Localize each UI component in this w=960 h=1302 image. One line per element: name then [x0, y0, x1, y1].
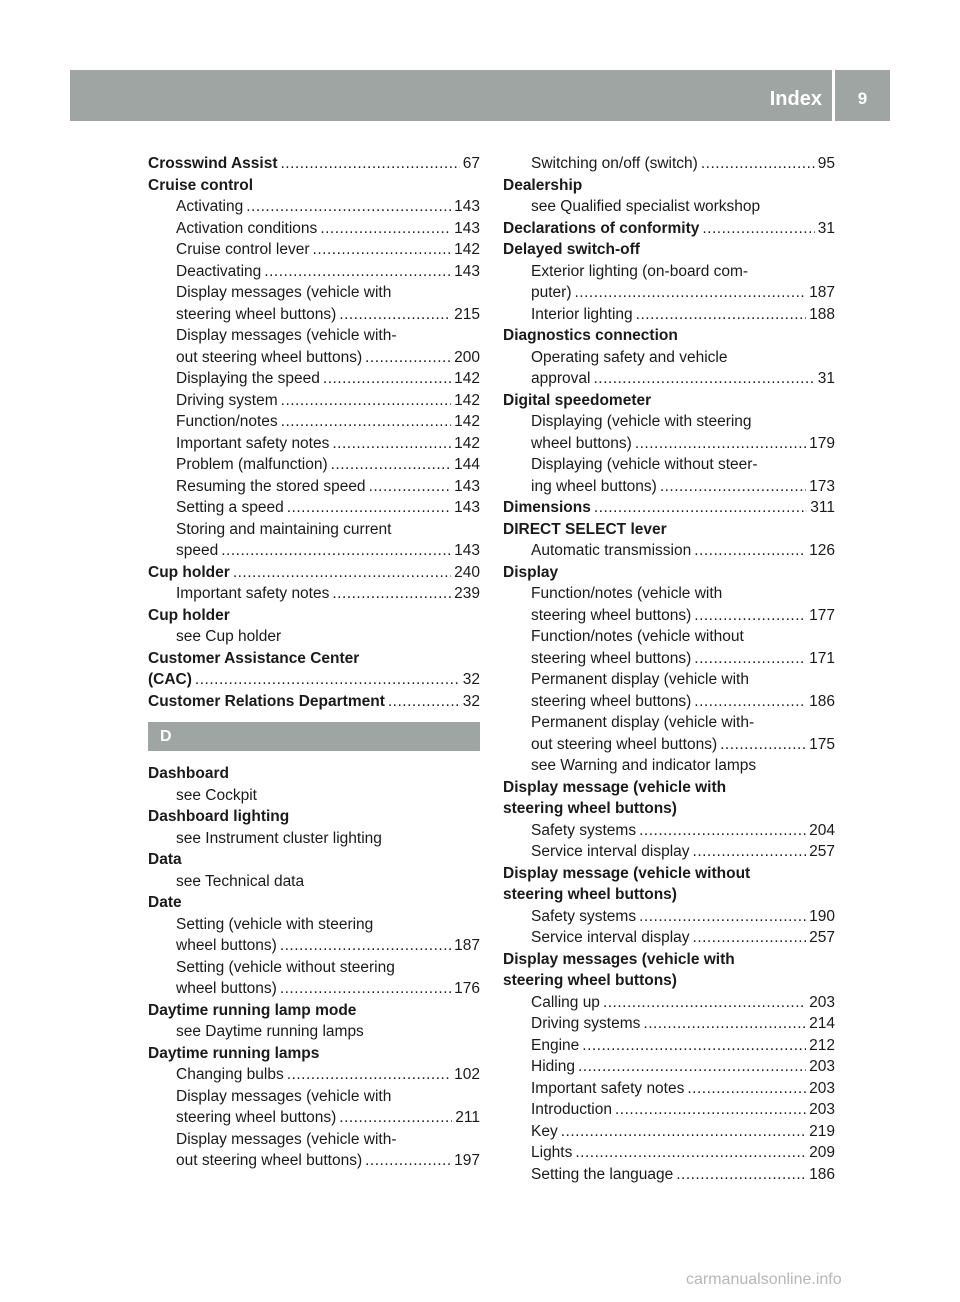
page-ref: 240: [454, 563, 480, 581]
page-ref: 186: [809, 692, 835, 710]
index-entry: [148, 849, 480, 871]
page-ref: 143: [454, 219, 480, 237]
index-subentry: [503, 755, 835, 777]
dot-leader: [702, 218, 814, 240]
page-ref: 143: [454, 477, 480, 495]
page-ref: 186: [809, 1165, 835, 1183]
index-entry: [148, 562, 480, 584]
entry-text: Display messages (vehicle with: [503, 950, 735, 968]
entry-text: Introduction: [531, 1101, 612, 1118]
dot-leader: [694, 691, 806, 713]
entry-text: Safety systems: [531, 821, 637, 839]
dot-leader: [660, 476, 806, 498]
page-ref: 257: [809, 929, 835, 946]
entry-text: Daytime running lamp mode: [148, 1001, 357, 1019]
watermark: carmanualsonline.info: [686, 1271, 842, 1288]
dot-leader: [639, 820, 806, 842]
index-subentry: [148, 626, 480, 648]
entry-text: DIRECT SELECT lever: [503, 520, 667, 538]
page-ref: 31: [817, 219, 835, 237]
page-number: 9: [835, 70, 890, 121]
page-ref: 239: [454, 585, 480, 602]
dot-leader: [331, 454, 452, 476]
index-subentry: [148, 497, 480, 519]
dot-leader: [195, 669, 460, 691]
index-column-left: [148, 153, 480, 1172]
index-subentry: [503, 648, 835, 670]
index-subentry: [503, 1164, 835, 1186]
dot-leader: [561, 1121, 806, 1143]
index-subentry: [148, 454, 480, 476]
entry-text: Cruise control lever: [176, 241, 310, 258]
entries-d-continued: [503, 153, 835, 1185]
index-entry: [148, 153, 480, 175]
dot-leader: [281, 411, 451, 433]
index-subentry: [503, 626, 835, 648]
index-subentry: [503, 476, 835, 498]
entry-text: Permanent display (vehicle with: [531, 671, 749, 688]
dot-leader: [339, 304, 451, 326]
entry-text: Cup holder: [148, 606, 230, 624]
index-subentry: [503, 691, 835, 713]
dot-leader: [313, 239, 452, 261]
page-ref: 200: [454, 348, 480, 366]
page-ref: 176: [454, 980, 480, 997]
index-subentry: [503, 1035, 835, 1057]
index-entry: [148, 605, 480, 627]
index-entry: [503, 519, 835, 541]
entry-text: Problem (malfunction): [176, 456, 328, 473]
page-ref: 203: [809, 1058, 835, 1075]
dot-leader: [582, 1035, 806, 1057]
page-ref: 142: [454, 413, 480, 430]
dot-leader: [388, 691, 460, 713]
entry-text: Function/notes (vehicle with: [531, 585, 723, 602]
dot-leader: [281, 153, 460, 175]
index-subentry: [503, 454, 835, 476]
page-ref: 203: [809, 993, 835, 1011]
page-ref: 187: [809, 284, 835, 301]
page-ref: 67: [462, 155, 480, 172]
dot-leader: [693, 841, 807, 863]
page-ref: 142: [454, 370, 480, 387]
entry-text: Customer Relations Department: [148, 692, 385, 710]
entry-text: Date: [148, 894, 182, 911]
dot-leader: [339, 1107, 452, 1129]
index-entry: [148, 806, 480, 828]
index-entry: [148, 691, 480, 713]
entry-text: out steering wheel buttons): [176, 348, 363, 366]
entry-text: wheel buttons): [531, 434, 632, 452]
entry-text: Dealership: [503, 176, 583, 194]
entry-text: Safety systems: [531, 907, 637, 925]
page-ref: 209: [809, 1144, 835, 1161]
dot-leader: [287, 1064, 451, 1086]
entry-text: steering wheel buttons): [531, 649, 692, 667]
index-subentry: [503, 433, 835, 455]
entry-text: steering wheel buttons): [503, 972, 677, 989]
entry-text: Cup holder: [148, 563, 230, 581]
index-subentry: [148, 540, 480, 562]
index-subentry: [148, 390, 480, 412]
entry-text: Setting a speed: [176, 499, 284, 516]
index-subentry: [148, 1107, 480, 1129]
entry-text: see Daytime running lamps: [176, 1023, 364, 1040]
index-subentry: [148, 871, 480, 893]
index-subentry: [503, 841, 835, 863]
dot-leader: [676, 1164, 806, 1186]
index-entry: [503, 798, 835, 820]
entry-text: Storing and maintaining current: [176, 520, 392, 538]
index-subentry: [503, 605, 835, 627]
dot-leader: [221, 540, 451, 562]
index-subentry: [503, 282, 835, 304]
entry-text: steering wheel buttons): [176, 1109, 337, 1126]
entry-text: Calling up: [531, 993, 600, 1011]
page-ref: 212: [809, 1036, 835, 1054]
page-ref: 197: [454, 1152, 480, 1169]
entries-d: [148, 763, 480, 1172]
entry-text: steering wheel buttons): [503, 886, 677, 903]
dot-leader: [636, 304, 806, 326]
entry-text: Display messages (vehicle with: [176, 1087, 392, 1105]
dot-leader: [332, 433, 451, 455]
index-entry: [148, 669, 480, 691]
dot-leader: [246, 196, 451, 218]
index-entry: [503, 497, 835, 519]
index-entry: [503, 325, 835, 347]
entry-text: wheel buttons): [176, 937, 277, 954]
index-entry: [503, 884, 835, 906]
index-column-right: [503, 153, 835, 1185]
entry-text: Setting (vehicle with steering: [176, 915, 374, 933]
page-ref: 126: [809, 542, 835, 559]
entry-text: Engine: [531, 1036, 580, 1054]
page-ref: 143: [454, 198, 480, 215]
entry-text: Data: [148, 851, 182, 868]
entry-text: Dashboard: [148, 765, 229, 782]
index-subentry: [503, 712, 835, 734]
entry-text: see Warning and indicator lamps: [531, 757, 757, 774]
index-entry: [148, 892, 480, 914]
page-ref: 143: [454, 499, 480, 516]
entry-text: puter): [531, 284, 572, 301]
dot-leader: [233, 562, 451, 584]
dot-leader: [694, 605, 806, 627]
page-ref: 31: [817, 370, 835, 387]
entry-text: Interior lighting: [531, 305, 633, 323]
index-entry: [503, 175, 835, 197]
entry-text: ing wheel buttons): [531, 477, 657, 495]
entry-text: steering wheel buttons): [503, 800, 677, 817]
page-ref: 179: [809, 434, 835, 452]
index-subentry: [148, 476, 480, 498]
dot-leader: [575, 282, 807, 304]
index-subentry: [148, 239, 480, 261]
index-subentry: [503, 153, 835, 175]
entry-text: Driving system: [176, 391, 278, 409]
index-subentry: [503, 734, 835, 756]
page-ref: 203: [809, 1079, 835, 1097]
dot-leader: [287, 497, 451, 519]
dot-leader: [332, 583, 451, 605]
dot-leader: [280, 978, 451, 1000]
index-entry: [503, 970, 835, 992]
entry-text: Activation conditions: [176, 219, 318, 237]
index-entry: [148, 175, 480, 197]
index-subentry: [503, 261, 835, 283]
index-subentry: [148, 304, 480, 326]
page-ref: 173: [809, 477, 835, 495]
page-ref: 203: [809, 1101, 835, 1118]
page-ref: 142: [454, 434, 480, 452]
page-ref: 95: [817, 155, 835, 172]
entry-text: wheel buttons): [176, 980, 277, 997]
dot-leader: [575, 1142, 806, 1164]
page-ref: 215: [454, 305, 480, 323]
page-ref: 257: [809, 843, 835, 860]
index-subentry: [148, 368, 480, 390]
entry-text: Dashboard lighting: [148, 808, 290, 825]
entry-text: Dimensions: [503, 499, 591, 516]
index-subentry: [148, 411, 480, 433]
dot-leader: [693, 927, 807, 949]
entry-text: Display message (vehicle without: [503, 864, 751, 882]
entry-text: Function/notes: [176, 413, 278, 430]
entry-text: Display message (vehicle with: [503, 778, 727, 796]
index-subentry: [503, 304, 835, 326]
entry-text: Hiding: [531, 1058, 575, 1075]
index-subentry: [503, 540, 835, 562]
page-ref: 102: [454, 1066, 480, 1083]
page-ref: 142: [454, 391, 480, 409]
entry-text: Changing bulbs: [176, 1066, 284, 1083]
index-subentry: [148, 433, 480, 455]
dot-leader: [694, 540, 806, 562]
dot-leader: [594, 497, 807, 519]
entry-text: Crosswind Assist: [148, 155, 278, 172]
index-entry: [503, 863, 835, 885]
section-letter: D: [160, 728, 172, 745]
index-subentry: [148, 935, 480, 957]
index-entry: [148, 763, 480, 785]
page-ref: 188: [809, 305, 835, 323]
entry-text: Permanent display (vehicle with-: [531, 714, 755, 731]
entry-text: Service interval display: [531, 929, 690, 946]
index-subentry: [148, 1021, 480, 1043]
index-subentry: [148, 785, 480, 807]
index-entry: [148, 648, 480, 670]
index-subentry: [503, 1099, 835, 1121]
index-subentry: [503, 411, 835, 433]
dot-leader: [320, 218, 451, 240]
index-entry: [503, 218, 835, 240]
dot-leader: [615, 1099, 806, 1121]
dot-leader: [639, 906, 806, 928]
page-ref: 187: [454, 937, 480, 954]
entry-text: out steering wheel buttons): [176, 1152, 363, 1169]
entry-text: Digital speedometer: [503, 391, 652, 409]
entry-text: Important safety notes: [176, 434, 330, 452]
entry-text: Setting (vehicle without steering: [176, 958, 395, 976]
entry-text: Activating: [176, 198, 244, 215]
index-subentry: [148, 583, 480, 605]
entry-text: Display messages (vehicle with-: [176, 327, 397, 344]
index-subentry: [148, 519, 480, 541]
dot-leader: [720, 734, 806, 756]
page-ref: 204: [809, 821, 835, 839]
index-subentry: [503, 1078, 835, 1100]
page-ref: 143: [454, 262, 480, 280]
index-entry: [503, 562, 835, 584]
entry-text: approval: [531, 370, 591, 387]
entry-text: see Cockpit: [176, 786, 257, 804]
entry-text: Deactivating: [176, 262, 262, 280]
index-entry: [503, 949, 835, 971]
page-ref: 214: [809, 1015, 835, 1032]
dot-leader: [694, 648, 806, 670]
page-ref: 171: [809, 649, 835, 667]
index-subentry: [148, 1129, 480, 1151]
page-ref: 175: [809, 735, 835, 753]
dot-leader: [687, 1078, 806, 1100]
page-ref: 32: [462, 671, 480, 688]
index-subentry: [503, 906, 835, 928]
index-subentry: [148, 1064, 480, 1086]
page-ref: 190: [809, 907, 835, 925]
section-title: Index: [769, 88, 822, 110]
entry-text: Important safety notes: [176, 585, 330, 602]
index-subentry: [503, 583, 835, 605]
index-subentry: [503, 368, 835, 390]
index-subentry: [148, 196, 480, 218]
index-entry: [148, 1043, 480, 1065]
index-subentry: [148, 282, 480, 304]
entry-text: see Instrument cluster lighting: [176, 829, 382, 847]
index-subentry: [503, 992, 835, 1014]
index-entry: [503, 239, 835, 261]
entry-text: steering wheel buttons): [531, 692, 692, 710]
index-subentry: [148, 218, 480, 240]
entry-text: Display messages (vehicle with-: [176, 1130, 397, 1148]
entry-text: Daytime running lamps: [148, 1044, 320, 1062]
index-subentry: [503, 1013, 835, 1035]
entry-text: Displaying the speed: [176, 370, 320, 387]
entry-text: see Technical data: [176, 872, 305, 890]
dot-leader: [635, 433, 806, 455]
entry-text: Declarations of conformity: [503, 219, 700, 237]
entry-text: see Cup holder: [176, 628, 282, 645]
page-ref: 144: [454, 456, 480, 473]
entry-text: Diagnostics connection: [503, 327, 678, 344]
index-subentry: [148, 957, 480, 979]
entry-text: Cruise control: [148, 176, 254, 194]
dot-leader: [701, 153, 815, 175]
entry-text: (CAC): [148, 671, 192, 688]
page-header: [70, 70, 890, 121]
entry-text: Switching on/off (switch): [531, 155, 698, 172]
index-entry: [148, 1000, 480, 1022]
dot-leader: [365, 1150, 451, 1172]
index-subentry: [503, 1121, 835, 1143]
entry-text: Resuming the stored speed: [176, 477, 366, 495]
dot-leader: [593, 368, 814, 390]
entry-text: Display: [503, 563, 559, 581]
entry-text: Displaying (vehicle with steering: [531, 413, 752, 430]
entry-text: steering wheel buttons): [176, 305, 337, 323]
entry-text: Lights: [531, 1144, 573, 1161]
dot-leader: [280, 935, 451, 957]
index-subentry: [503, 1056, 835, 1078]
page-ref: 32: [462, 692, 480, 710]
entry-text: out steering wheel buttons): [531, 735, 718, 753]
entry-text: Customer Assistance Center: [148, 649, 360, 667]
index-subentry: [148, 828, 480, 850]
index-subentry: [503, 669, 835, 691]
entry-text: Delayed switch-off: [503, 241, 640, 258]
index-subentry: [503, 820, 835, 842]
entry-text: steering wheel buttons): [531, 606, 692, 624]
entry-text: Service interval display: [531, 843, 690, 860]
entry-text: Operating safety and vehicle: [531, 348, 728, 366]
entry-text: Display messages (vehicle with: [176, 284, 392, 301]
entry-text: Important safety notes: [531, 1079, 685, 1097]
index-subentry: [148, 978, 480, 1000]
page-ref: 142: [454, 241, 480, 258]
index-subentry: [148, 914, 480, 936]
header-bar: [70, 70, 832, 121]
index-subentry: [148, 1150, 480, 1172]
index-entry: [503, 777, 835, 799]
entry-text: Driving systems: [531, 1015, 641, 1032]
page-ref: 211: [455, 1109, 480, 1126]
dot-leader: [643, 1013, 806, 1035]
entry-text: Automatic transmission: [531, 542, 692, 559]
entry-text: see Qualified specialist workshop: [531, 198, 761, 215]
dot-leader: [264, 261, 451, 283]
dot-leader: [369, 476, 452, 498]
index-subentry: [148, 347, 480, 369]
entry-text: Setting the language: [531, 1165, 674, 1183]
entry-text: Key: [531, 1122, 558, 1140]
page-ref: 143: [454, 542, 480, 559]
section-letter-band: [148, 722, 480, 751]
dot-leader: [281, 390, 451, 412]
page-ref: 177: [809, 606, 835, 624]
index-subentry: [148, 261, 480, 283]
dot-leader: [323, 368, 451, 390]
dot-leader: [365, 347, 451, 369]
entry-text: speed: [176, 542, 219, 559]
index-subentry: [148, 1086, 480, 1108]
index-subentry: [503, 196, 835, 218]
index-subentry: [503, 347, 835, 369]
entries-c: [148, 153, 480, 712]
dot-leader: [603, 992, 806, 1014]
page-ref: 219: [809, 1122, 835, 1140]
index-subentry: [148, 325, 480, 347]
page-ref: 311: [810, 499, 835, 516]
dot-leader: [578, 1056, 806, 1078]
entry-text: Displaying (vehicle without steer-: [531, 456, 758, 473]
entry-text: Function/notes (vehicle without: [531, 628, 744, 645]
entry-text: Exterior lighting (on-board com-: [531, 262, 749, 280]
index-subentry: [503, 1142, 835, 1164]
index-entry: [503, 390, 835, 412]
index-subentry: [503, 927, 835, 949]
